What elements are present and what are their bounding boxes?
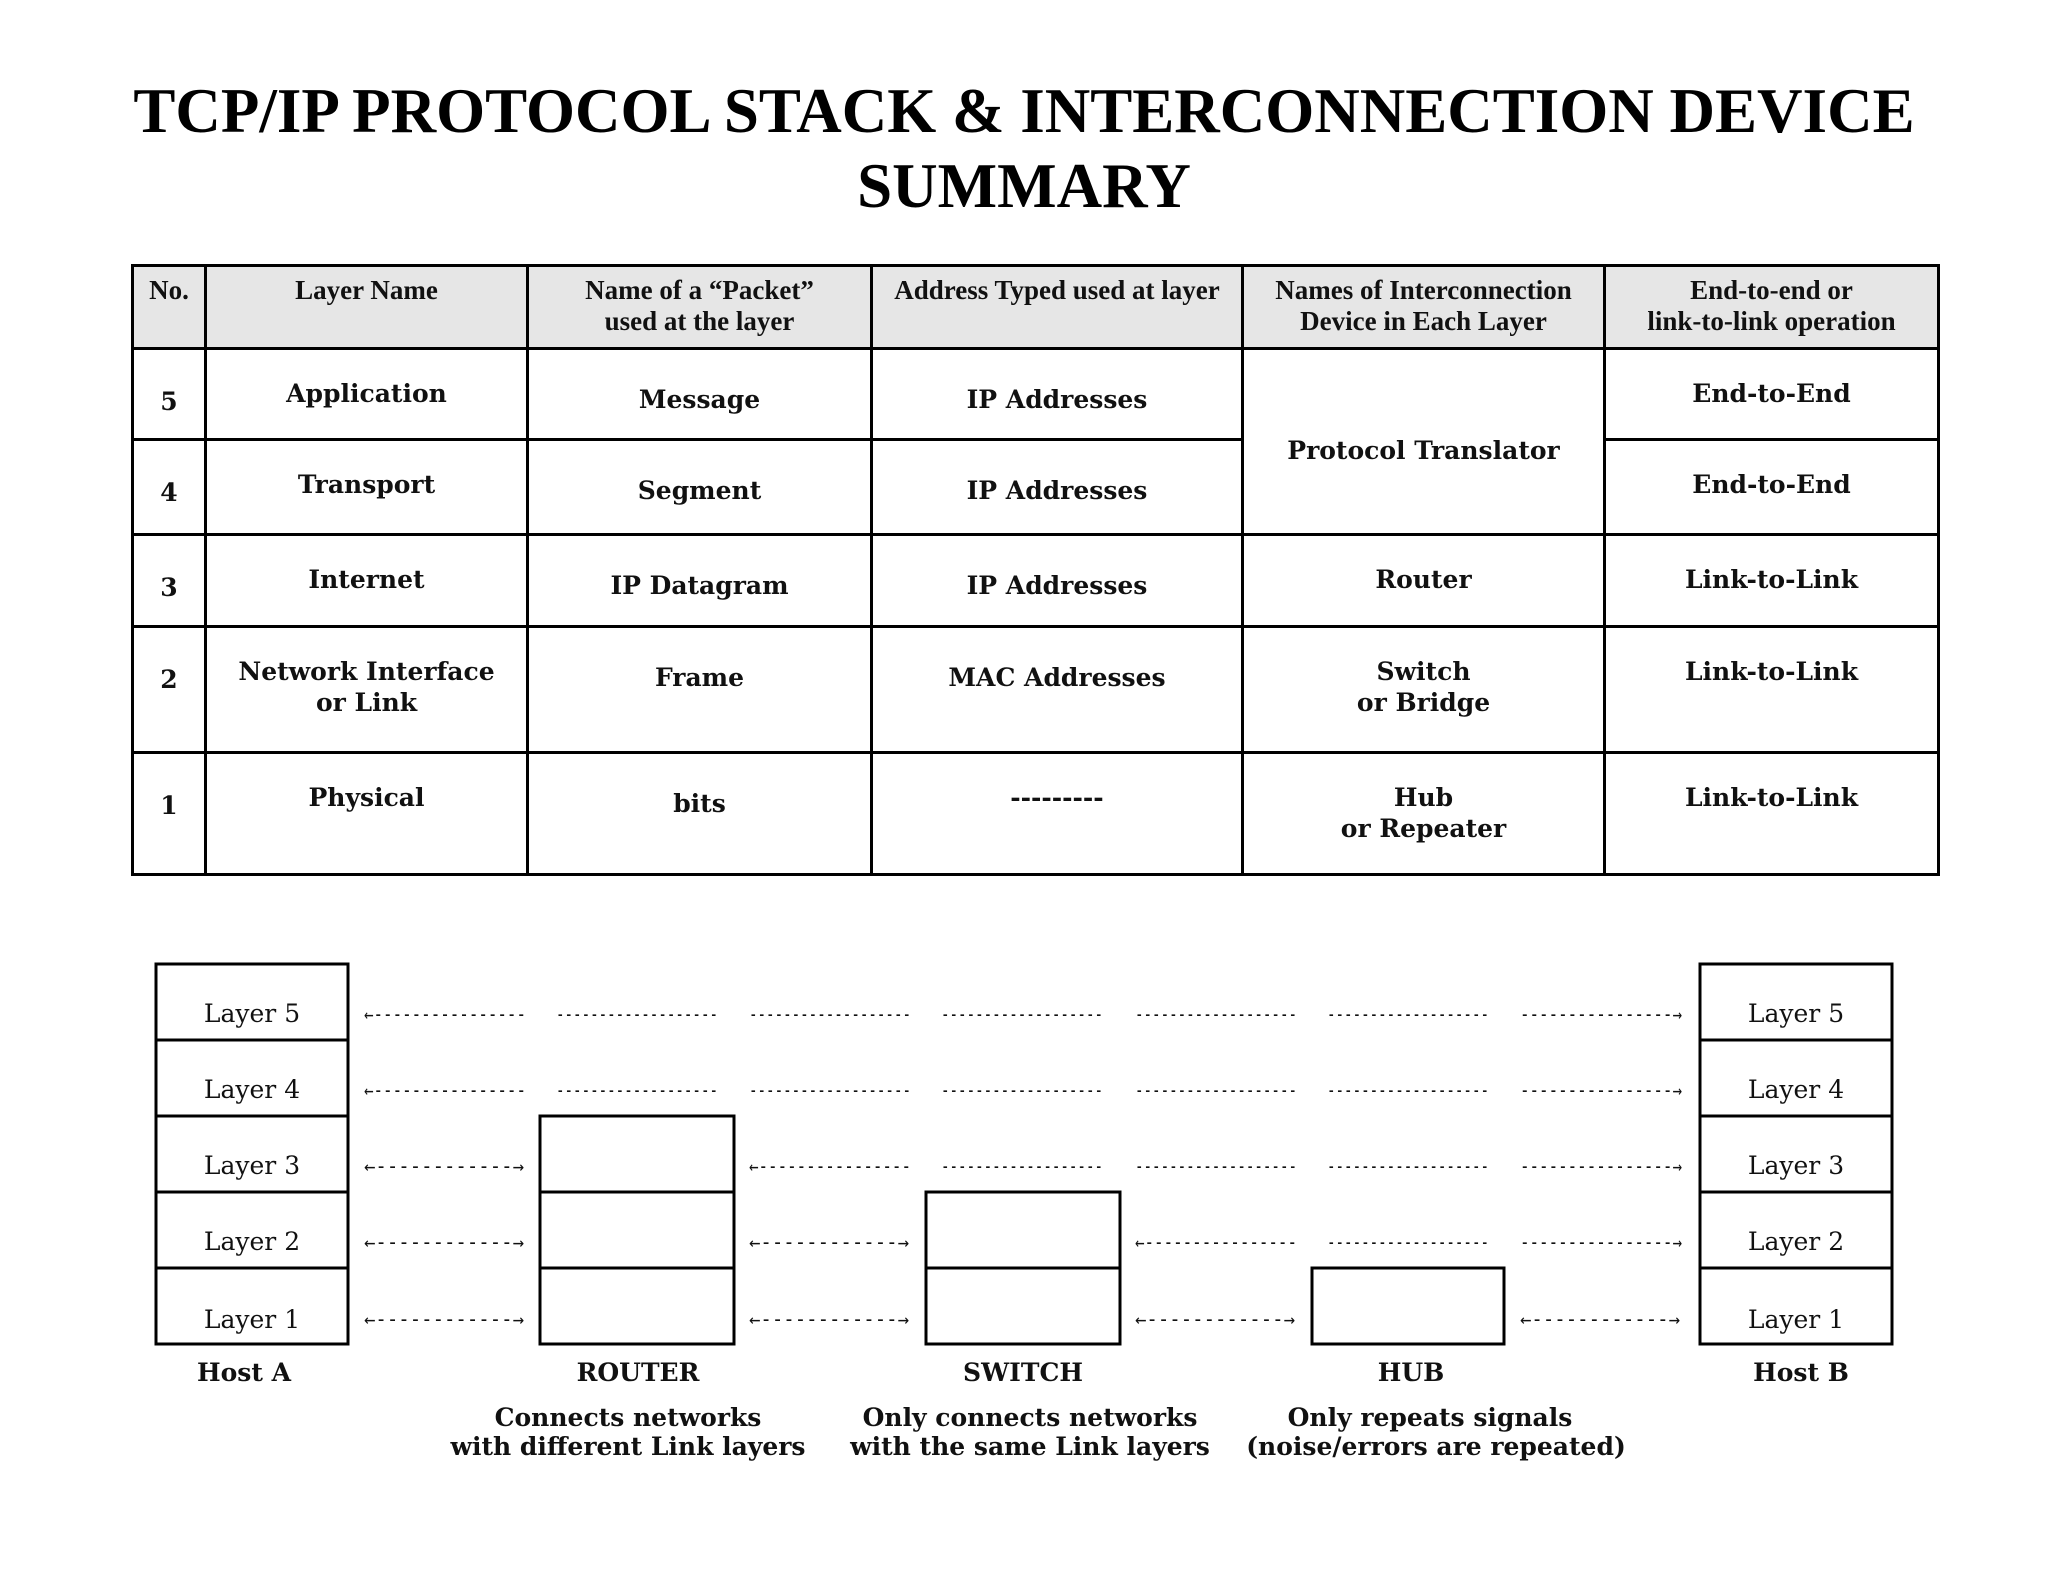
cell-packet: IP Datagram [528, 535, 872, 627]
layer-4-arrows [364, 1078, 1682, 1102]
arrow-dash-segment: ------------------- [749, 1078, 911, 1102]
arrow-dash-segment: ------------------- [941, 1078, 1103, 1102]
hub-description-line-2: (noise/errors are repeated) [1246, 1432, 1626, 1461]
header-packet-name: Name of a “Packet” used at the layer [528, 266, 872, 349]
arrow-dash-segment: ------------------- [749, 1002, 911, 1026]
cell-address: IP Addresses [872, 440, 1243, 535]
cell-packet: Segment [528, 440, 872, 535]
cell-packet: bits [528, 753, 872, 875]
arrow-left-end: ←---------------- [364, 1078, 526, 1102]
arrow-dash-segment: ------------------- [1327, 1230, 1489, 1254]
cell-address: IP Addresses [872, 535, 1243, 627]
cell-device: Switch or Bridge [1243, 627, 1605, 753]
cell-operation: Link-to-Link [1605, 753, 1939, 875]
arrow-hub-host-b: ←------------→ [1520, 1307, 1680, 1331]
cell-layer: Application [206, 349, 528, 440]
arrow-host-a-router: ←------------→ [364, 1307, 524, 1331]
arrow-host-a-router: ←------------→ [364, 1154, 524, 1178]
host-a-layer-2: Layer 2 [203, 1227, 301, 1256]
header-device-names: Names of Interconnection Device in Each Layer [1243, 266, 1605, 349]
hub-stack [1312, 1268, 1504, 1344]
host-b-layer-2: Layer 2 [1747, 1227, 1845, 1256]
cell-no: 2 [133, 627, 206, 753]
router-stack [540, 1116, 734, 1344]
host-b-label: Host B [1753, 1358, 1849, 1387]
cell-operation: Link-to-Link [1605, 535, 1939, 627]
arrow-switch-hub: ←------------→ [1135, 1307, 1295, 1331]
arrow-dash-segment: ------------------- [941, 1002, 1103, 1026]
arrow-left-end: ←---------------- [1135, 1230, 1297, 1254]
cell-operation: End-to-End [1605, 349, 1939, 440]
router-description-line-2: with different Link layers [450, 1432, 806, 1461]
cell-no: 4 [133, 440, 206, 535]
arrow-dash-segment: ------------------- [1327, 1078, 1489, 1102]
arrow-dash-segment: ------------------- [1327, 1002, 1489, 1026]
cell-layer: Network Interface or Link [206, 627, 528, 753]
host-b-layer-5: Layer 5 [1747, 999, 1845, 1028]
arrow-dash-segment: ------------------- [1135, 1002, 1297, 1026]
arrow-right-end: ----------------→ [1520, 1002, 1682, 1026]
cell-no: 3 [133, 535, 206, 627]
cell-no: 1 [133, 753, 206, 875]
router-description-line-1: Connects networks [494, 1403, 762, 1432]
switch-description-line-1: Only connects networks [862, 1403, 1198, 1432]
cell-layer: Internet [206, 535, 528, 627]
cell-packet: Frame [528, 627, 872, 753]
cell-layer: Transport [206, 440, 528, 535]
layer-5-arrows [364, 1002, 1682, 1026]
cell-operation: End-to-End [1605, 440, 1939, 535]
cell-operation: Link-to-Link [1605, 627, 1939, 753]
host-a-stack [156, 964, 348, 1344]
arrow-dash-segment: ------------------- [556, 1078, 718, 1102]
arrow-router-switch: ←------------→ [749, 1307, 909, 1331]
header-address-type: Address Typed used at layer [872, 266, 1243, 349]
host-b-layer-3: Layer 3 [1747, 1151, 1845, 1180]
arrow-left-end: ←---------------- [364, 1002, 526, 1026]
switch-description-line-2: with the same Link layers [850, 1432, 1210, 1461]
arrow-host-a-router: ←------------→ [364, 1230, 524, 1254]
host-b-layer-4: Layer 4 [1747, 1075, 1845, 1104]
cell-address: MAC Addresses [872, 627, 1243, 753]
arrow-right-end: ----------------→ [1520, 1154, 1682, 1178]
switch-label: SWITCH [963, 1358, 1083, 1387]
arrow-dash-segment: ------------------- [1135, 1078, 1297, 1102]
cell-device: Hub or Repeater [1243, 753, 1605, 875]
host-b-layer-1: Layer 1 [1747, 1305, 1845, 1334]
arrow-dash-segment: ------------------- [1135, 1154, 1297, 1178]
header-layer-name: Layer Name [206, 266, 528, 349]
host-b-stack [1700, 964, 1892, 1344]
arrow-dash-segment: ------------------- [556, 1002, 718, 1026]
cell-device-merged: Protocol Translator [1243, 349, 1605, 535]
cell-packet: Message [528, 349, 872, 440]
arrow-right-end: ----------------→ [1520, 1230, 1682, 1254]
host-a-layer-4: Layer 4 [203, 1075, 301, 1104]
host-a-layer-1: Layer 1 [203, 1305, 301, 1334]
host-a-label: Host A [196, 1358, 292, 1387]
arrow-left-end: ←---------------- [749, 1154, 911, 1178]
host-a-layer-3: Layer 3 [203, 1151, 301, 1180]
cell-address: --------- [872, 753, 1243, 875]
cell-layer: Physical [206, 753, 528, 875]
hub-description-line-1: Only repeats signals [1287, 1403, 1573, 1432]
router-label: ROUTER [576, 1358, 700, 1387]
hub-label: HUB [1377, 1358, 1445, 1387]
arrow-router-switch: ←------------→ [749, 1230, 909, 1254]
host-a-layer-5: Layer 5 [203, 999, 301, 1028]
page-title: TCP/IP PROTOCOL STACK & INTERCONNECTION DEVICE SUMMARY [133, 76, 1915, 221]
cell-no: 5 [133, 349, 206, 440]
arrow-dash-segment: ------------------- [941, 1154, 1103, 1178]
arrow-dash-segment: ------------------- [1327, 1154, 1489, 1178]
header-operation: End-to-end or link-to-link operation [1605, 266, 1939, 349]
cell-address: IP Addresses [872, 349, 1243, 440]
switch-stack [926, 1192, 1120, 1344]
arrow-right-end: ----------------→ [1520, 1078, 1682, 1102]
cell-device: Router [1243, 535, 1605, 627]
header-no: No. [133, 266, 206, 349]
